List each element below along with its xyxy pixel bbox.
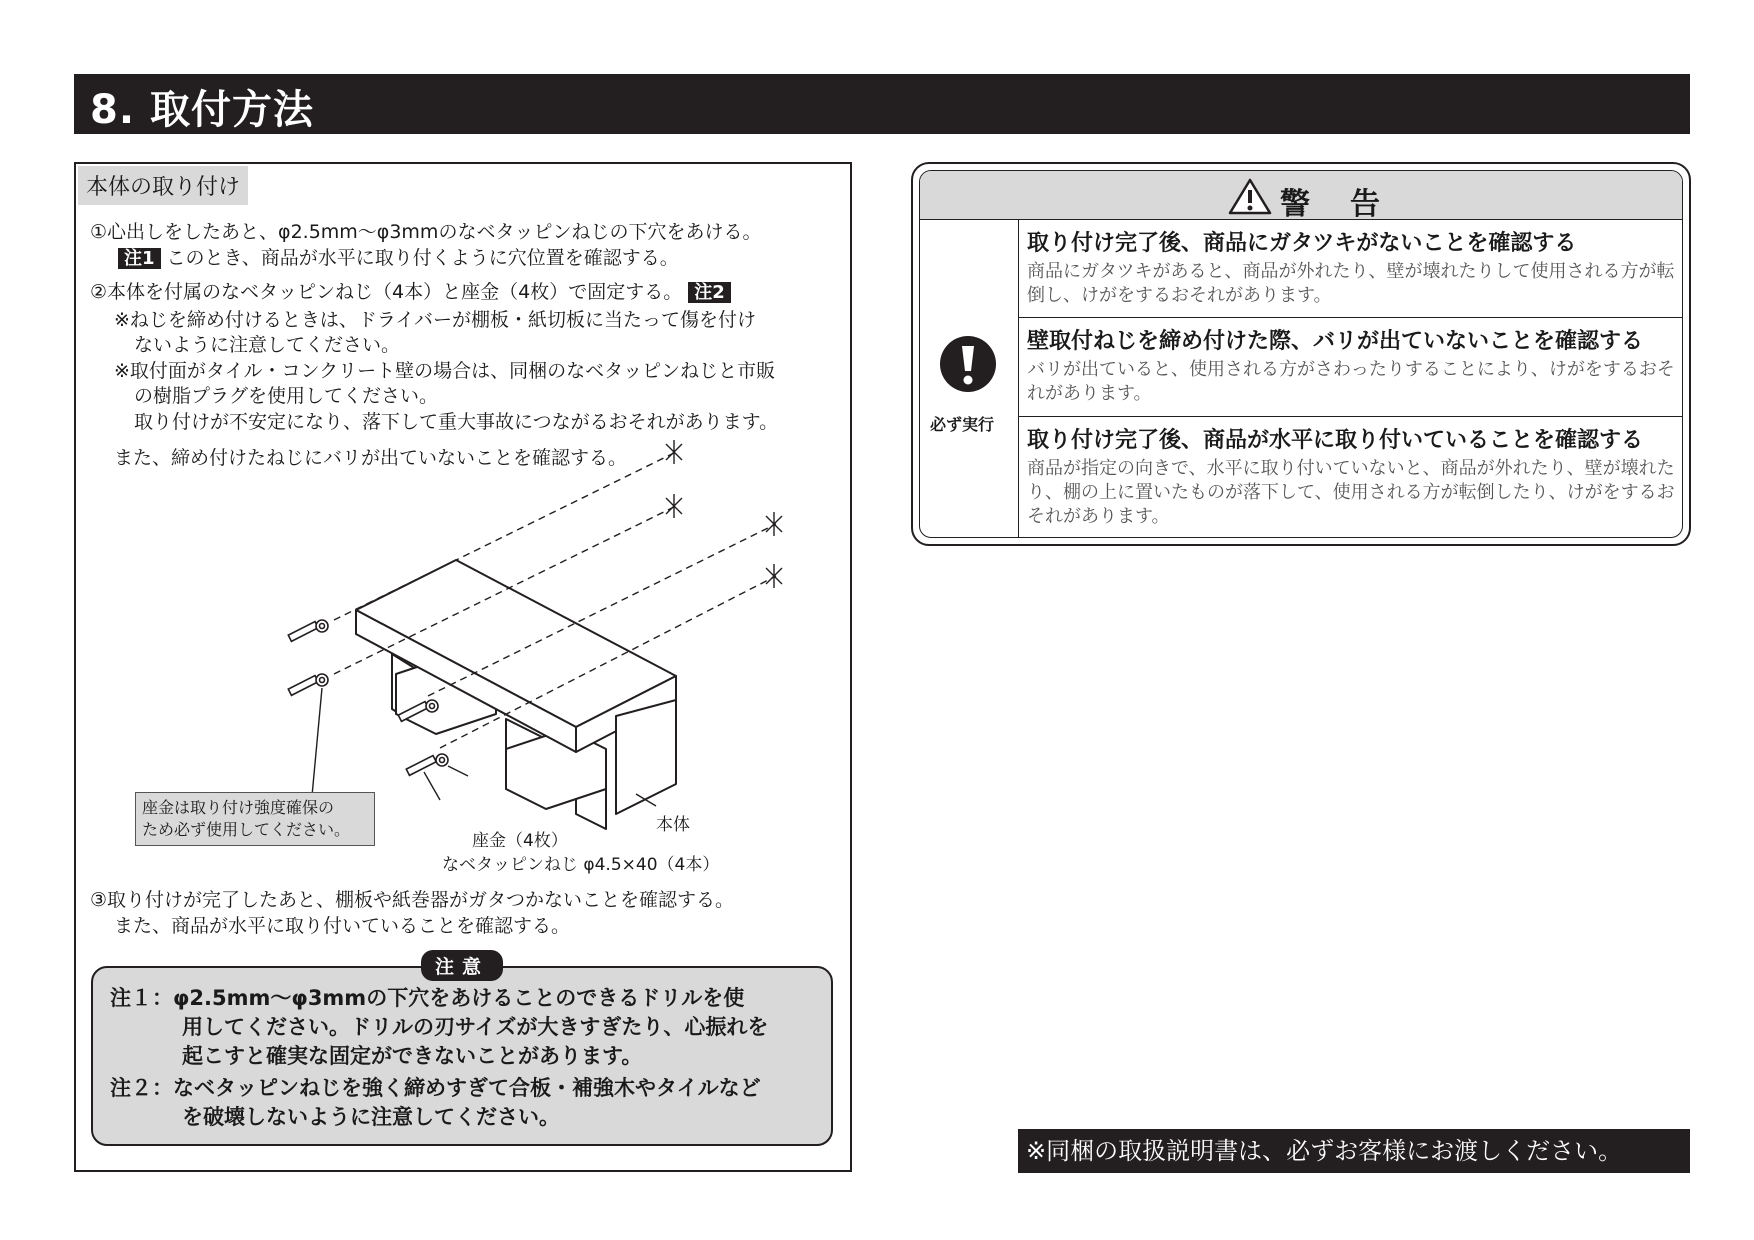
step2-note2-line1: ※取付面がタイル・コンクリート壁の場合は、同梱のなベタッピンねじと市販 <box>114 360 776 382</box>
warning-item-heading: 取り付け完了後、商品にガタツキがないことを確認する <box>1027 231 1577 256</box>
warning-triangle-icon <box>1228 177 1272 215</box>
installation-panel <box>74 162 852 1172</box>
note1-tag: 注1 <box>118 248 161 269</box>
must-do-label: 必ず実行 <box>930 415 995 434</box>
warning-title: 警告 <box>1280 187 1420 222</box>
washer-note <box>135 792 375 846</box>
hole-mark-3 <box>766 512 782 536</box>
warning-item-3 <box>1019 417 1682 538</box>
washer-note-line2: ため必ず使用してください。 <box>142 820 351 839</box>
warning-item-1 <box>1019 220 1682 317</box>
step2-note2-line2: の樹脂プラグを使用してください。 <box>134 385 439 407</box>
note2-tag: 注2 <box>688 282 731 303</box>
step2-line1-text: ②本体を付属のなベタッピンねじ（4本）と座金（4枚）で固定する。 <box>90 281 683 303</box>
warning-header <box>920 171 1682 220</box>
label-screw: なベタッピンねじ φ4.5×40（4本） <box>442 855 720 875</box>
warning-item-body: バリが出ていると、使用される方がさわったりすることにより、けがをするおそれがあります。 <box>1027 359 1675 404</box>
label-washer: 座金（4枚） <box>472 831 568 851</box>
step2-extra: また、締め付けたねじにバリが出ていないことを確認する。 <box>114 447 628 469</box>
step1-line2-text: このとき、商品が水平に取り付くように穴位置を確認する。 <box>166 247 679 269</box>
caution-note1-line1: 注１：φ2.5mm～φ3mmの下穴をあけることのできるドリルを使 <box>110 986 745 1010</box>
caution-note1-line3: 起こすと確実な固定ができないことがあります。 <box>182 1044 643 1068</box>
warning-item-body: 商品が指定の向きで、水平に取り付いていないと、商品が外れたり、壁が壊れたり、棚の上に置いたものが落下して、使用される方が転倒したり、けがをするおそれがあります。 <box>1027 458 1675 527</box>
caution-label: 注意 <box>421 950 503 981</box>
body-side-panel <box>616 700 676 814</box>
warning-item-body: 商品にガタツキがあると、商品が外れたり、壁が壊れたりして使用される方が転倒し、けがをするおそれがあります。 <box>1027 261 1675 306</box>
step1-line1: ①心出しをしたあと、φ2.5mm～φ3mmのなベタッピンねじの下穴をあける。 <box>90 221 762 243</box>
caution-note1-line2: 用してください。ドリルの刃サイズが大きすぎたり、心振れを <box>182 1015 769 1039</box>
warning-box <box>911 162 1691 546</box>
washer-note-line1: 座金は取り付け強度確保の <box>142 798 335 817</box>
warning-item-heading: 取り付け完了後、商品が水平に取り付いていることを確認する <box>1027 428 1644 453</box>
hole-mark-4 <box>766 564 782 588</box>
step2-note1-line1: ※ねじを締め付けるときは、ドライバーが棚板・紙切板に当たって傷を付け <box>114 309 756 331</box>
exclamation-circle-icon <box>938 334 998 394</box>
warning-item-heading: 壁取付ねじを締め付けた際、バリが出ていないことを確認する <box>1027 329 1644 354</box>
hole-mark-1 <box>666 440 682 464</box>
step2-note2-line3: 取り付けが不安定になり、落下して重大事故につながるおそれがあります。 <box>134 411 779 433</box>
installation-diagram <box>76 164 854 884</box>
footer-note: ※同梱の取扱説明書は、必ずお客様にお渡しください。 <box>1018 1129 1690 1173</box>
panel-heading: 本体の取り付け <box>78 166 248 205</box>
step2-note1-line2: ないように注意してください。 <box>134 334 401 356</box>
screw-1 <box>288 620 328 641</box>
section-title-bar <box>74 74 1690 134</box>
screw-4 <box>406 754 448 775</box>
caution-note2-line2: を破壊しないように注意してください。 <box>182 1105 560 1129</box>
caution-note2-line1: 注２：なベタッピンねじを強く締めすぎて合板・補強木やタイルなど <box>110 1076 761 1100</box>
must-do-column <box>920 220 1019 537</box>
label-body: 本体 <box>656 815 690 835</box>
step3-line2: また、商品が水平に取り付いていることを確認する。 <box>114 915 571 937</box>
warning-item-2 <box>1019 318 1682 416</box>
hole-mark-2 <box>666 494 682 518</box>
page-title: 8. 取付方法 <box>90 87 314 133</box>
step3-line1: ③取り付けが完了したあと、棚板や紙巻器がガタつかないことを確認する。 <box>90 889 735 911</box>
warning-inner <box>919 170 1683 538</box>
